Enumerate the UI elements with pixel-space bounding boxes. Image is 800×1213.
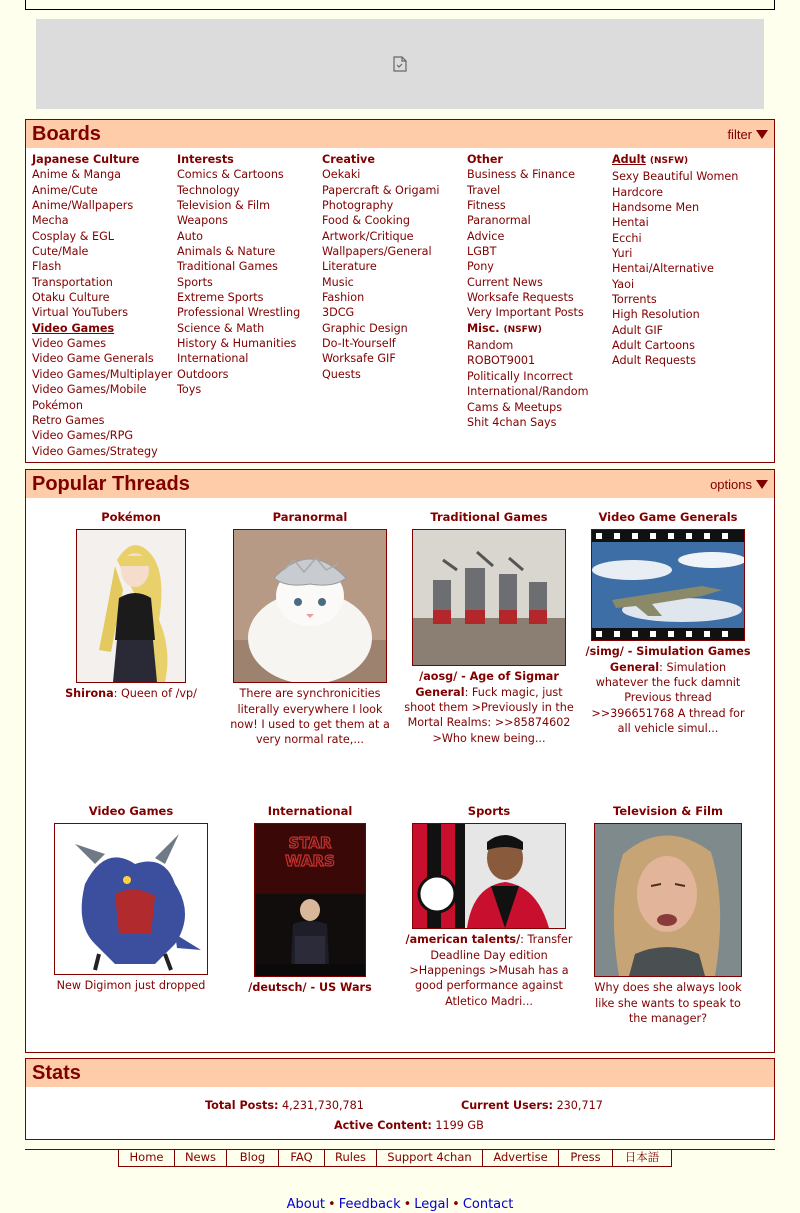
- board-link-label: Random: [467, 339, 514, 353]
- board-link[interactable]: [322, 213, 439, 228]
- options-label: options: [710, 476, 752, 492]
- board-link-label: Yaoi: [612, 277, 635, 291]
- separator-dot-icon: •: [403, 1197, 412, 1212]
- thumbnail-image: [413, 824, 565, 928]
- board-link[interactable]: [177, 305, 300, 320]
- thread-thumbnail[interactable]: [412, 529, 566, 666]
- board-link[interactable]: [612, 307, 738, 322]
- board-link-label: Paranormal: [467, 214, 531, 228]
- board-link[interactable]: [322, 229, 439, 244]
- board-link[interactable]: [612, 353, 738, 368]
- board-link-label: Current News: [467, 275, 543, 289]
- thread-card[interactable]: [50, 804, 212, 994]
- board-link-label: Hentai: [612, 216, 649, 230]
- thread-teaser-text: Why does she always look like she wants to speak to the manager?: [594, 981, 742, 1026]
- board-link-label: Video Games: [32, 337, 107, 351]
- thumbnail-image: [255, 824, 365, 976]
- board-link-label: Food & Cooking: [322, 214, 410, 228]
- board-link-label: Literature: [322, 260, 377, 274]
- board-link-label: Professional Wrestling: [177, 306, 301, 320]
- footer-nav-link[interactable]: Support 4chan: [377, 1149, 483, 1166]
- board-link[interactable]: [177, 259, 300, 274]
- board-link-label: Toys: [177, 383, 202, 397]
- board-link[interactable]: [322, 351, 439, 366]
- footer-nav-link[interactable]: News: [175, 1149, 227, 1166]
- board-category-label: Other: [467, 153, 503, 166]
- thread-thumbnail[interactable]: [54, 823, 208, 975]
- board-link[interactable]: [612, 246, 738, 261]
- board-link-label: High Resolution: [612, 308, 700, 322]
- board-link-label: Video Games/Strategy: [32, 444, 158, 458]
- board-link[interactable]: [612, 185, 738, 200]
- thread-card[interactable]: [50, 510, 212, 702]
- triangle-down-icon: [756, 480, 768, 489]
- board-category-heading: [467, 152, 589, 167]
- board-link-label: Adult Requests: [612, 354, 696, 368]
- board-link-label: Anime & Manga: [32, 168, 122, 182]
- stats-box: [25, 1058, 775, 1140]
- board-link[interactable]: [322, 290, 439, 305]
- thumbnail-image: [595, 824, 741, 976]
- thread-teaser-text: : Transfer Deadline Day edition >Happenings >Musah has a good performance against Atletico Madri...: [409, 933, 573, 1008]
- board-column: [177, 152, 300, 398]
- board-category-label: Interests: [177, 153, 234, 166]
- board-link-label: Comics & Cartoons: [177, 168, 284, 182]
- board-link-label: Weapons: [177, 214, 229, 228]
- board-link-label: Yuri: [612, 247, 633, 261]
- board-link[interactable]: [177, 275, 300, 290]
- stat-active-content: [334, 1119, 484, 1132]
- active-content-value: 1199 GB: [435, 1119, 484, 1132]
- thread-board-name[interactable]: Video Game Generals: [598, 510, 738, 524]
- board-link[interactable]: [322, 275, 439, 290]
- board-link[interactable]: [177, 367, 300, 382]
- board-category-heading: [177, 152, 300, 167]
- board-link[interactable]: [177, 213, 300, 228]
- bottom-link[interactable]: Feedback: [338, 1197, 401, 1212]
- svg-text:STAR: STAR: [288, 834, 332, 853]
- board-link-label: Auto: [177, 229, 203, 243]
- bottom-link[interactable]: Contact: [462, 1197, 514, 1212]
- thread-subject: /aosg/ - Age of Sigmar General: [415, 670, 559, 699]
- board-link[interactable]: [32, 198, 172, 213]
- thread-teaser: [50, 686, 212, 701]
- thread-grid: [26, 498, 774, 1052]
- board-link-label: Artwork/Critique: [322, 229, 414, 243]
- thumbnail-image: [234, 530, 386, 682]
- board-link[interactable]: [612, 261, 738, 276]
- board-link[interactable]: [467, 275, 589, 290]
- board-link-label: Otaku Culture: [32, 291, 110, 305]
- board-link[interactable]: [467, 384, 589, 399]
- thread-board-name[interactable]: Pokémon: [101, 510, 161, 524]
- board-link[interactable]: [32, 428, 172, 443]
- stat-total-posts: [205, 1099, 364, 1112]
- board-link-label: Fashion: [322, 291, 365, 305]
- board-link-label: Animals & Nature: [177, 245, 276, 259]
- board-link-label: Worksafe GIF: [322, 352, 396, 366]
- board-link[interactable]: [612, 323, 738, 338]
- board-link[interactable]: [467, 213, 589, 228]
- board-link[interactable]: [467, 259, 589, 274]
- board-link[interactable]: [467, 353, 589, 368]
- board-category-label: Creative: [322, 153, 375, 166]
- board-category-heading: [467, 321, 589, 338]
- footer-nav-link[interactable]: Advertise: [483, 1149, 559, 1166]
- board-link-label: Virtual YouTubers: [32, 306, 129, 320]
- board-link[interactable]: [467, 167, 589, 182]
- board-link-label: Adult GIF: [612, 323, 664, 337]
- board-link-label: Video Games/Multiplayer: [32, 367, 173, 381]
- board-link-label: Pokémon: [32, 398, 83, 412]
- board-link-label: Retro Games: [32, 413, 105, 427]
- board-link-label: Flash: [32, 260, 62, 274]
- board-link[interactable]: [612, 231, 738, 246]
- footer-nav-link[interactable]: FAQ: [279, 1149, 325, 1166]
- board-column: [612, 152, 738, 369]
- board-link[interactable]: [177, 229, 300, 244]
- board-link[interactable]: [322, 198, 439, 213]
- board-link[interactable]: [467, 198, 589, 213]
- current-users-label: Current Users:: [461, 1099, 553, 1112]
- separator-dot-icon: •: [328, 1197, 336, 1212]
- board-link-label: Shit 4chan Says: [467, 415, 557, 429]
- thread-card[interactable]: [224, 804, 396, 996]
- board-link[interactable]: [322, 305, 439, 320]
- board-category-heading: [322, 152, 439, 167]
- thread-teaser: [401, 669, 577, 746]
- board-link-label: Science & Math: [177, 321, 265, 335]
- board-link-label: Cute/Male: [32, 245, 89, 259]
- thread-teaser: [224, 686, 396, 747]
- footer-nav-link[interactable]: Press: [559, 1149, 613, 1166]
- thread-teaser: [401, 932, 577, 1009]
- thread-teaser-text: : Queen of /vp/: [113, 687, 197, 701]
- thread-board-name[interactable]: Sports: [467, 804, 511, 818]
- board-link[interactable]: [177, 167, 300, 182]
- filter-button[interactable]: [727, 127, 768, 142]
- board-link-label: Do-It-Yourself: [322, 337, 396, 351]
- board-link-label: Adult Cartoons: [612, 339, 695, 353]
- popular-threads-title: Popular Threads: [32, 472, 190, 495]
- filter-label: filter: [727, 126, 752, 142]
- footer-nav-link[interactable]: Home: [119, 1149, 175, 1166]
- boards-title: Boards: [32, 122, 101, 145]
- thread-card[interactable]: [585, 510, 751, 736]
- board-link[interactable]: [322, 367, 439, 382]
- bottom-link[interactable]: About: [286, 1197, 326, 1212]
- board-link-label: Ecchi: [612, 231, 642, 245]
- board-link[interactable]: [32, 398, 172, 413]
- board-link-label: Wallpapers/General: [322, 245, 432, 259]
- stat-current-users: [461, 1099, 603, 1112]
- thumbnail-image: [55, 824, 207, 974]
- thread-teaser: [50, 978, 212, 993]
- board-link[interactable]: [177, 183, 300, 198]
- board-link[interactable]: [177, 244, 300, 259]
- board-link-label: Hardcore: [612, 185, 664, 199]
- thread-thumbnail[interactable]: [591, 529, 745, 641]
- board-link[interactable]: [467, 244, 589, 259]
- board-link[interactable]: [32, 444, 172, 459]
- board-link[interactable]: [177, 336, 300, 351]
- thread-thumbnail[interactable]: [594, 823, 742, 977]
- board-link[interactable]: [32, 183, 172, 198]
- thread-thumbnail[interactable]: [233, 529, 387, 683]
- thread-teaser: [585, 980, 751, 1026]
- board-category-label: Video Games: [32, 321, 115, 335]
- board-link-label: Quests: [322, 367, 361, 381]
- nsfw-badge: (NSFW): [649, 156, 689, 166]
- thread-thumbnail[interactable]: [254, 823, 366, 977]
- thread-board-name[interactable]: International: [267, 804, 353, 818]
- thread-subject: /simg/ - Simulation Games General: [585, 645, 751, 674]
- board-link-label: Oekaki: [322, 168, 361, 182]
- thread-subject: /deutsch/ - US Wars: [248, 981, 372, 995]
- board-link[interactable]: [467, 369, 589, 384]
- board-column: [467, 152, 589, 430]
- footer-nav-link[interactable]: Rules: [325, 1149, 377, 1166]
- board-link[interactable]: [322, 259, 439, 274]
- separator-dot-icon: •: [452, 1197, 460, 1212]
- active-content-label: Active Content:: [334, 1119, 432, 1132]
- board-link[interactable]: [177, 321, 300, 336]
- board-link-label: Graphic Design: [322, 321, 408, 335]
- boards-header: [26, 120, 774, 148]
- board-link-label: Travel: [467, 183, 501, 197]
- board-link-label: 3DCG: [322, 306, 355, 320]
- board-link[interactable]: [177, 290, 300, 305]
- board-link[interactable]: [32, 336, 172, 351]
- board-link[interactable]: [32, 413, 172, 428]
- board-link[interactable]: [612, 200, 738, 215]
- board-category-heading: [32, 152, 172, 167]
- board-link-label: History & Humanities: [177, 337, 297, 351]
- board-link-label: Sports: [177, 275, 213, 289]
- total-posts-value: 4,231,730,781: [282, 1099, 364, 1112]
- board-category-label: Japanese Culture: [32, 153, 140, 166]
- broken-image-icon: [393, 56, 407, 72]
- board-link-label: Video Games/Mobile: [32, 383, 147, 397]
- board-link[interactable]: [177, 382, 300, 397]
- triangle-down-icon: [756, 130, 768, 139]
- board-link[interactable]: [322, 244, 439, 259]
- thread-board-name[interactable]: Video Games: [88, 804, 174, 818]
- stats-title: Stats: [32, 1061, 81, 1084]
- board-link-label: Outdoors: [177, 367, 229, 381]
- board-link[interactable]: [612, 277, 738, 292]
- top-banner-frame: [25, 0, 775, 10]
- board-link[interactable]: [32, 290, 172, 305]
- board-link[interactable]: [612, 292, 738, 307]
- boards-list: [26, 148, 774, 460]
- footer-nav-link[interactable]: 日本語: [624, 1150, 660, 1164]
- thread-board-name[interactable]: Traditional Games: [430, 510, 548, 524]
- board-link[interactable]: [322, 167, 439, 182]
- board-link[interactable]: [467, 400, 589, 415]
- board-link[interactable]: [467, 305, 589, 320]
- thread-subject: Shirona: [65, 687, 114, 701]
- board-category-label: Misc.: [467, 321, 500, 335]
- footer-nav-link[interactable]: Blog: [227, 1149, 279, 1166]
- board-category-heading[interactable]: [612, 152, 738, 169]
- board-link-label: Very Important Posts: [467, 306, 584, 320]
- board-link-label: International/Random: [467, 385, 589, 399]
- nsfw-badge: (NSFW): [503, 324, 542, 335]
- thread-card[interactable]: [224, 510, 396, 748]
- popular-threads-box: [25, 469, 775, 1053]
- board-link-label: Business & Finance: [467, 168, 575, 182]
- boards-box: [25, 119, 775, 463]
- board-link-label: Video Game Generals: [32, 352, 154, 366]
- board-link[interactable]: [612, 169, 738, 184]
- board-link[interactable]: [467, 229, 589, 244]
- board-link-label: Video Games/RPG: [32, 429, 133, 443]
- popular-threads-header: [26, 470, 774, 498]
- board-link-label: Mecha: [32, 214, 69, 228]
- thumbnail-image: [77, 530, 185, 682]
- thread-teaser: [585, 644, 751, 736]
- thread-card[interactable]: [401, 804, 577, 1009]
- board-link-label: Transportation: [32, 275, 113, 289]
- thread-teaser-text: : Simulation whatever the fuck damnit Previous thread >>396651768 A thread for all vehicle simul...: [591, 660, 745, 736]
- board-link-label: LGBT: [467, 245, 497, 259]
- board-link[interactable]: [32, 382, 172, 397]
- board-link[interactable]: [467, 338, 589, 353]
- board-column: [32, 152, 172, 459]
- board-link[interactable]: [32, 213, 172, 228]
- thumbnail-image: [413, 530, 565, 665]
- thread-teaser-text: There are synchronicities literally everywhere I look now! I used to get them at a very normal rate,...: [230, 687, 390, 747]
- footer-nav: [118, 1149, 672, 1167]
- board-link[interactable]: [467, 290, 589, 305]
- board-link[interactable]: [32, 167, 172, 182]
- board-link-label: Cams & Meetups: [467, 400, 563, 414]
- board-link-label: Handsome Men: [612, 201, 700, 215]
- board-link-label: Sexy Beautiful Women: [612, 170, 739, 184]
- board-link[interactable]: [467, 415, 589, 430]
- thumbnail-image: [592, 530, 744, 640]
- board-link[interactable]: [322, 321, 439, 336]
- board-link-label: Advice: [467, 229, 505, 243]
- board-link-label: Torrents: [612, 293, 657, 307]
- stats-body: [26, 1087, 774, 1139]
- board-link[interactable]: [32, 305, 172, 320]
- board-link-label: Television & Film: [177, 199, 270, 213]
- board-link-label: Fitness: [467, 199, 506, 213]
- board-link[interactable]: [32, 259, 172, 274]
- thread-card[interactable]: [401, 510, 577, 746]
- board-category-heading[interactable]: [32, 321, 172, 336]
- board-link[interactable]: [177, 351, 300, 366]
- board-link[interactable]: [32, 367, 172, 382]
- board-link-label: Papercraft & Origami: [322, 183, 440, 197]
- board-link-label: Worksafe Requests: [467, 291, 574, 305]
- board-link[interactable]: [32, 244, 172, 259]
- board-link-label: Anime/Cute: [32, 183, 98, 197]
- board-link[interactable]: [322, 183, 439, 198]
- thread-subject: /american talents/: [405, 933, 521, 947]
- board-link-label: Technology: [177, 183, 240, 197]
- board-link[interactable]: [32, 351, 172, 366]
- board-link-label: Anime/Wallpapers: [32, 199, 134, 213]
- thread-board-name[interactable]: Television & Film: [613, 804, 723, 818]
- svg-text:WARS: WARS: [285, 852, 335, 871]
- thread-card[interactable]: [585, 804, 751, 1026]
- board-link-label: International: [177, 352, 249, 366]
- current-users-value: 230,717: [556, 1099, 603, 1112]
- board-link[interactable]: [322, 336, 439, 351]
- board-link[interactable]: [612, 215, 738, 230]
- thread-teaser-text: : Fuck magic, just shoot them >Previously in the Mortal Realms: >>85874602 >Who knew being...: [404, 685, 574, 745]
- bottom-link[interactable]: Legal: [414, 1197, 450, 1212]
- thread-thumbnail[interactable]: [76, 529, 186, 683]
- board-column: [322, 152, 439, 382]
- board-link-label: Extreme Sports: [177, 291, 264, 305]
- board-link[interactable]: [177, 198, 300, 213]
- thread-teaser: [224, 980, 396, 995]
- board-link-label: Pony: [467, 260, 494, 274]
- board-link-label: Hentai/Alternative: [612, 262, 714, 276]
- board-link-label: Music: [322, 275, 354, 289]
- board-link-label: Photography: [322, 199, 394, 213]
- board-category-label: Adult: [612, 153, 646, 166]
- board-link-label: Traditional Games: [177, 260, 278, 274]
- board-link[interactable]: [32, 275, 172, 290]
- total-posts-label: Total Posts:: [205, 1099, 279, 1112]
- board-link-label: Cosplay & EGL: [32, 229, 114, 243]
- ad-placeholder[interactable]: [36, 19, 764, 109]
- thread-thumbnail[interactable]: [412, 823, 566, 929]
- board-link-label: Politically Incorrect: [467, 369, 573, 383]
- board-link[interactable]: [467, 183, 589, 198]
- bottom-links: [0, 1197, 800, 1212]
- board-link[interactable]: [612, 338, 738, 353]
- board-link[interactable]: [32, 229, 172, 244]
- thread-board-name[interactable]: Paranormal: [272, 510, 348, 524]
- options-button[interactable]: [710, 477, 768, 492]
- stats-header: [26, 1059, 774, 1087]
- board-link-label: ROBOT9001: [467, 354, 536, 368]
- thread-teaser-text: New Digimon just dropped: [56, 979, 206, 993]
